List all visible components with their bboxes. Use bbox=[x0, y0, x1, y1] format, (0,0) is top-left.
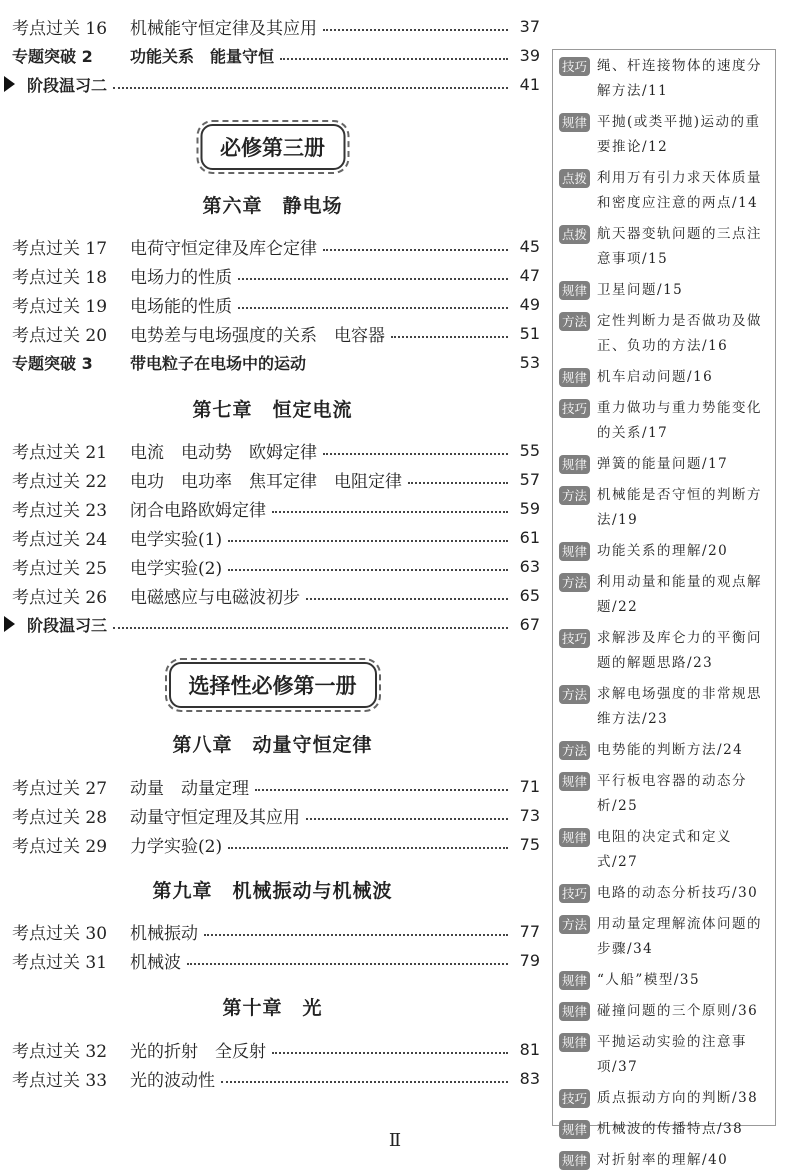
toc-title: 力学实验(2) bbox=[130, 836, 223, 857]
toc-row-phase[interactable] bbox=[12, 71, 540, 97]
tip-text-line: 电路的动态分析技巧/30 bbox=[597, 885, 759, 901]
tip-text bbox=[597, 999, 758, 1024]
tip-text bbox=[597, 738, 743, 763]
toc-title: 电荷守恒定律及库仑定律 bbox=[130, 238, 317, 259]
toc-title: 电学实验(2) bbox=[130, 558, 223, 579]
tip-tag-badge: 规律 bbox=[559, 281, 590, 300]
tip-text-line: 的关系/17 bbox=[597, 425, 669, 441]
tip-text-line: 正、负功的方法/16 bbox=[597, 338, 729, 354]
toc-label: 考点过关 24 bbox=[12, 529, 108, 550]
toc-title: 电场力的性质 bbox=[130, 267, 232, 288]
toc-row[interactable] bbox=[12, 1065, 540, 1091]
toc-label: 考点过关 19 bbox=[12, 296, 108, 317]
toc-page: 51 bbox=[519, 323, 540, 343]
tip-text-line: 题的解题思路/23 bbox=[597, 655, 714, 671]
toc-page: 79 bbox=[519, 950, 540, 970]
tip-text-line: 要推论/12 bbox=[597, 139, 669, 155]
toc-row[interactable] bbox=[12, 918, 540, 944]
tip-text bbox=[597, 396, 762, 446]
toc-title: 电势差与电场强度的关系 电容器 bbox=[130, 325, 385, 346]
tip-tag-badge: 方法 bbox=[559, 741, 590, 760]
toc-page: 65 bbox=[519, 585, 540, 605]
tip-item[interactable] bbox=[559, 626, 769, 676]
tip-text bbox=[597, 365, 713, 390]
toc-label: 考点过关 18 bbox=[12, 267, 108, 288]
tip-text-line: 和密度应注意的两点/14 bbox=[597, 195, 759, 211]
toc-leader bbox=[228, 569, 508, 571]
tip-item[interactable] bbox=[559, 278, 769, 303]
tip-tag-badge: 技巧 bbox=[559, 399, 590, 418]
toc-title: 电场能的性质 bbox=[130, 296, 232, 317]
tip-tag-badge: 点拨 bbox=[559, 169, 590, 188]
tip-text-line: 法/19 bbox=[597, 512, 639, 528]
tip-item[interactable] bbox=[559, 483, 769, 533]
toc-row-phase[interactable] bbox=[12, 611, 540, 637]
chapter-heading: 第十章 光 bbox=[222, 997, 323, 1019]
toc-row[interactable] bbox=[12, 42, 540, 68]
tip-text-line: 求解电场强度的非常规思 bbox=[597, 686, 763, 702]
toc-page: 53 bbox=[519, 352, 540, 372]
tip-text-line: 用动量定理解流体问题的 bbox=[597, 916, 763, 932]
toc-row[interactable] bbox=[12, 831, 540, 857]
toc-page: 49 bbox=[519, 294, 540, 314]
toc-leader bbox=[113, 87, 508, 89]
tip-item[interactable] bbox=[559, 396, 769, 446]
tip-item[interactable] bbox=[559, 110, 769, 160]
toc-page: 59 bbox=[519, 498, 540, 518]
tip-text-line: 利用万有引力求天体质量 bbox=[597, 170, 763, 186]
toc-page: 71 bbox=[519, 776, 540, 796]
tip-text-line: 功能关系的理解/20 bbox=[597, 543, 729, 559]
toc-label: 阶段温习二 bbox=[27, 75, 108, 95]
tip-item[interactable] bbox=[559, 769, 769, 819]
toc-row[interactable] bbox=[12, 466, 540, 492]
tip-text-line: 步骤/34 bbox=[597, 941, 654, 957]
tip-tag-badge: 规律 bbox=[559, 455, 590, 474]
toc-leader bbox=[323, 249, 508, 251]
tip-text bbox=[597, 570, 762, 620]
tip-tag-badge: 方法 bbox=[559, 573, 590, 592]
tip-tag-badge: 规律 bbox=[559, 971, 590, 990]
tip-text-line: 机械波的传播特点/38 bbox=[597, 1121, 744, 1137]
tip-text bbox=[597, 1086, 758, 1111]
tip-text bbox=[597, 452, 728, 477]
toc-row[interactable] bbox=[12, 495, 540, 521]
toc-label: 考点过关 27 bbox=[12, 778, 108, 799]
toc-title: 动量 动量定理 bbox=[130, 778, 249, 799]
toc-label: 考点过关 17 bbox=[12, 238, 108, 259]
toc-leader bbox=[238, 307, 508, 309]
tip-tag-badge: 技巧 bbox=[559, 629, 590, 648]
toc-page: 41 bbox=[519, 74, 540, 94]
toc-row[interactable] bbox=[12, 233, 540, 259]
tip-text-line: 质点振动方向的判断/38 bbox=[597, 1090, 759, 1106]
tip-text-line: 对折射率的理解/40 bbox=[597, 1152, 729, 1168]
toc-label: 考点过关 25 bbox=[12, 558, 108, 579]
toc-page: 77 bbox=[519, 921, 540, 941]
toc-title: 机械波 bbox=[130, 952, 181, 973]
toc-label: 考点过关 16 bbox=[12, 18, 108, 39]
tip-item[interactable] bbox=[559, 881, 769, 906]
toc-leader bbox=[323, 29, 508, 31]
toc-leader bbox=[306, 598, 508, 600]
tip-text-line: 题/22 bbox=[597, 599, 639, 615]
toc-row[interactable] bbox=[12, 349, 540, 375]
tip-text bbox=[597, 110, 761, 160]
tip-text-line: 卫星问题/15 bbox=[597, 282, 684, 298]
toc-row[interactable] bbox=[12, 524, 540, 550]
toc-leader bbox=[306, 818, 508, 820]
toc-title: 电功 电功率 焦耳定律 电阻定律 bbox=[130, 471, 402, 492]
toc-row[interactable] bbox=[12, 291, 540, 317]
tip-text-line: 电阻的决定式和定义式/27 bbox=[597, 829, 733, 870]
toc-leader bbox=[408, 482, 508, 484]
toc-leader bbox=[323, 453, 508, 455]
tip-item[interactable] bbox=[559, 1148, 769, 1173]
tip-text-line: 平抛运动实验的注意事 bbox=[597, 1034, 748, 1050]
toc-row[interactable] bbox=[12, 1036, 540, 1062]
tip-item[interactable] bbox=[559, 309, 769, 359]
toc-title: 电学实验(1) bbox=[130, 529, 223, 550]
toc-title: 光的折射 全反射 bbox=[130, 1041, 266, 1062]
tip-item[interactable] bbox=[559, 365, 769, 390]
tip-text bbox=[597, 825, 769, 875]
tip-text bbox=[597, 769, 747, 819]
tip-text-line: 解方法/11 bbox=[597, 83, 669, 99]
toc-label: 考点过关 26 bbox=[12, 587, 108, 608]
tip-tag-badge: 规律 bbox=[559, 113, 590, 132]
tip-text-line: 利用动量和能量的观点解 bbox=[597, 574, 763, 590]
tip-text bbox=[597, 222, 762, 272]
tip-text bbox=[597, 54, 762, 104]
tip-item[interactable] bbox=[559, 968, 769, 993]
toc-title: 机械振动 bbox=[130, 923, 198, 944]
toc-label: 专题突破 3 bbox=[12, 353, 93, 373]
tip-tag-badge: 方法 bbox=[559, 915, 590, 934]
toc-label: 考点过关 20 bbox=[12, 325, 108, 346]
chapter-heading: 第八章 动量守恒定律 bbox=[172, 734, 373, 756]
toc-leader bbox=[238, 278, 508, 280]
toc-page: 37 bbox=[519, 16, 540, 36]
toc-label: 考点过关 30 bbox=[12, 923, 108, 944]
toc-title: 电磁感应与电磁波初步 bbox=[130, 587, 300, 608]
tip-text-line: 项/37 bbox=[597, 1059, 639, 1075]
toc-leader bbox=[280, 58, 508, 60]
tip-tag-badge: 点拨 bbox=[559, 225, 590, 244]
tip-text-line: 平抛(或类平抛)运动的重 bbox=[597, 114, 761, 130]
tip-item[interactable] bbox=[559, 999, 769, 1024]
tips-sidebar bbox=[552, 49, 776, 1168]
tip-text bbox=[597, 881, 758, 906]
tip-tag-badge: 方法 bbox=[559, 685, 590, 704]
toc-leader bbox=[272, 1052, 508, 1054]
tip-tag-badge: 技巧 bbox=[559, 1089, 590, 1108]
tip-tag-badge: 规律 bbox=[559, 1120, 590, 1139]
tip-text-line: 弹簧的能量问题/17 bbox=[597, 456, 729, 472]
tip-tag-badge: 规律 bbox=[559, 772, 590, 791]
triangle-marker-icon bbox=[4, 76, 15, 92]
tip-text bbox=[597, 483, 762, 533]
toc-page: 45 bbox=[519, 236, 540, 256]
tip-item[interactable] bbox=[559, 166, 769, 216]
toc-leader bbox=[113, 627, 508, 629]
toc-label: 考点过关 23 bbox=[12, 500, 108, 521]
tip-item[interactable] bbox=[559, 54, 769, 104]
tip-text bbox=[597, 626, 762, 676]
toc-page: 75 bbox=[519, 834, 540, 854]
toc-label: 考点过关 29 bbox=[12, 836, 108, 857]
toc-leader bbox=[204, 934, 508, 936]
tip-text-line: “人船”模型/35 bbox=[597, 972, 701, 988]
toc-label: 考点过关 32 bbox=[12, 1041, 108, 1062]
toc-page: 39 bbox=[519, 45, 540, 65]
toc-row[interactable] bbox=[12, 802, 540, 828]
toc-leader bbox=[391, 336, 508, 338]
tip-tag-badge: 规律 bbox=[559, 368, 590, 387]
tip-text-line: 维方法/23 bbox=[597, 711, 669, 727]
toc-page: 83 bbox=[519, 1068, 540, 1088]
tip-item[interactable] bbox=[559, 222, 769, 272]
tip-tag-badge: 规律 bbox=[559, 1002, 590, 1021]
toc-page: 47 bbox=[519, 265, 540, 285]
tip-tag-badge: 方法 bbox=[559, 486, 590, 505]
tip-text-line: 碰撞问题的三个原则/36 bbox=[597, 1003, 759, 1019]
toc-row[interactable] bbox=[12, 553, 540, 579]
toc-label: 阶段温习三 bbox=[27, 615, 108, 635]
tip-tag-badge: 规律 bbox=[559, 542, 590, 561]
tip-text-line: 电势能的判断方法/24 bbox=[597, 742, 744, 758]
toc-page: 57 bbox=[519, 469, 540, 489]
tip-text bbox=[597, 682, 762, 732]
tip-item[interactable] bbox=[559, 452, 769, 477]
tip-item[interactable] bbox=[559, 912, 769, 962]
toc-leader bbox=[228, 540, 508, 542]
tip-item[interactable] bbox=[559, 682, 769, 732]
tip-tag-badge: 规律 bbox=[559, 828, 590, 847]
toc-leader bbox=[272, 511, 508, 513]
volume-banner: 必修第三册 bbox=[200, 124, 345, 170]
toc-title: 机械能守恒定律及其应用 bbox=[130, 18, 317, 39]
chapter-heading: 第七章 恒定电流 bbox=[192, 399, 353, 421]
tip-item[interactable] bbox=[559, 539, 769, 564]
toc-page: 61 bbox=[519, 527, 540, 547]
tip-text bbox=[597, 968, 700, 993]
toc-leader bbox=[187, 963, 508, 965]
toc-page: 73 bbox=[519, 805, 540, 825]
tip-tag-badge: 技巧 bbox=[559, 884, 590, 903]
toc-page: 63 bbox=[519, 556, 540, 576]
toc-leader bbox=[221, 1081, 508, 1083]
toc-page: 81 bbox=[519, 1039, 540, 1059]
tip-text-line: 绳、杆连接物体的速度分 bbox=[597, 58, 763, 74]
toc-row[interactable] bbox=[12, 947, 540, 973]
tip-tag-badge: 规律 bbox=[559, 1033, 590, 1052]
tip-tag-badge: 规律 bbox=[559, 1151, 590, 1170]
tip-tag-badge: 技巧 bbox=[559, 57, 590, 76]
tip-text bbox=[597, 1030, 747, 1080]
tip-text-line: 机车启动问题/16 bbox=[597, 369, 714, 385]
tip-text bbox=[597, 309, 762, 359]
chapter-heading: 第九章 机械振动与机械波 bbox=[152, 880, 393, 902]
toc-leader bbox=[312, 365, 508, 367]
toc-row[interactable] bbox=[12, 437, 540, 463]
toc-leader bbox=[255, 789, 508, 791]
toc-row[interactable] bbox=[12, 320, 540, 346]
toc-label: 考点过关 31 bbox=[12, 952, 108, 973]
tip-item[interactable] bbox=[559, 825, 769, 875]
tip-item[interactable] bbox=[559, 570, 769, 620]
tip-text-line: 求解涉及库仑力的平衡问 bbox=[597, 630, 763, 646]
tip-text-line: 机械能是否守恒的判断方 bbox=[597, 487, 763, 503]
toc-row[interactable] bbox=[12, 262, 540, 288]
tip-text-line: 定性判断力是否做功及做 bbox=[597, 313, 763, 329]
toc-label: 考点过关 21 bbox=[12, 442, 108, 463]
tip-text bbox=[597, 166, 762, 216]
toc-page: 55 bbox=[519, 440, 540, 460]
toc-title: 光的波动性 bbox=[130, 1070, 215, 1091]
tip-text-line: 意事项/15 bbox=[597, 251, 669, 267]
toc-row[interactable] bbox=[12, 13, 540, 39]
tip-text-line: 航天器变轨问题的三点注 bbox=[597, 226, 763, 242]
tip-text bbox=[597, 278, 683, 303]
toc-label: 考点过关 22 bbox=[12, 471, 108, 492]
toc-leader bbox=[228, 847, 508, 849]
chapter-heading: 第六章 静电场 bbox=[202, 195, 343, 217]
tip-text bbox=[597, 1148, 728, 1173]
toc-title: 闭合电路欧姆定律 bbox=[130, 500, 266, 521]
volume-banner: 选择性必修第一册 bbox=[169, 662, 377, 708]
page-number: Ⅱ bbox=[388, 1130, 402, 1151]
tip-item[interactable] bbox=[559, 1086, 769, 1111]
tip-text bbox=[597, 539, 728, 564]
tip-item[interactable] bbox=[559, 1030, 769, 1080]
tip-item[interactable] bbox=[559, 738, 769, 763]
tip-text bbox=[597, 912, 762, 962]
toc-page: 67 bbox=[519, 614, 540, 634]
tip-text-line: 析/25 bbox=[597, 798, 639, 814]
toc-label: 考点过关 33 bbox=[12, 1070, 108, 1091]
toc-row[interactable] bbox=[12, 582, 540, 608]
tip-text-line: 重力做功与重力势能变化 bbox=[597, 400, 763, 416]
tip-tag-badge: 方法 bbox=[559, 312, 590, 331]
toc-title: 动量守恒定理及其应用 bbox=[130, 807, 300, 828]
toc-row[interactable] bbox=[12, 773, 540, 799]
toc-label: 考点过关 28 bbox=[12, 807, 108, 828]
toc-label: 专题突破 2 bbox=[12, 46, 93, 66]
triangle-marker-icon bbox=[4, 616, 15, 632]
toc-title: 电流 电动势 欧姆定律 bbox=[130, 442, 317, 463]
toc-title: 功能关系 能量守恒 bbox=[130, 46, 275, 66]
toc-title: 带电粒子在电场中的运动 bbox=[130, 353, 307, 373]
tip-text-line: 平行板电容器的动态分 bbox=[597, 773, 748, 789]
